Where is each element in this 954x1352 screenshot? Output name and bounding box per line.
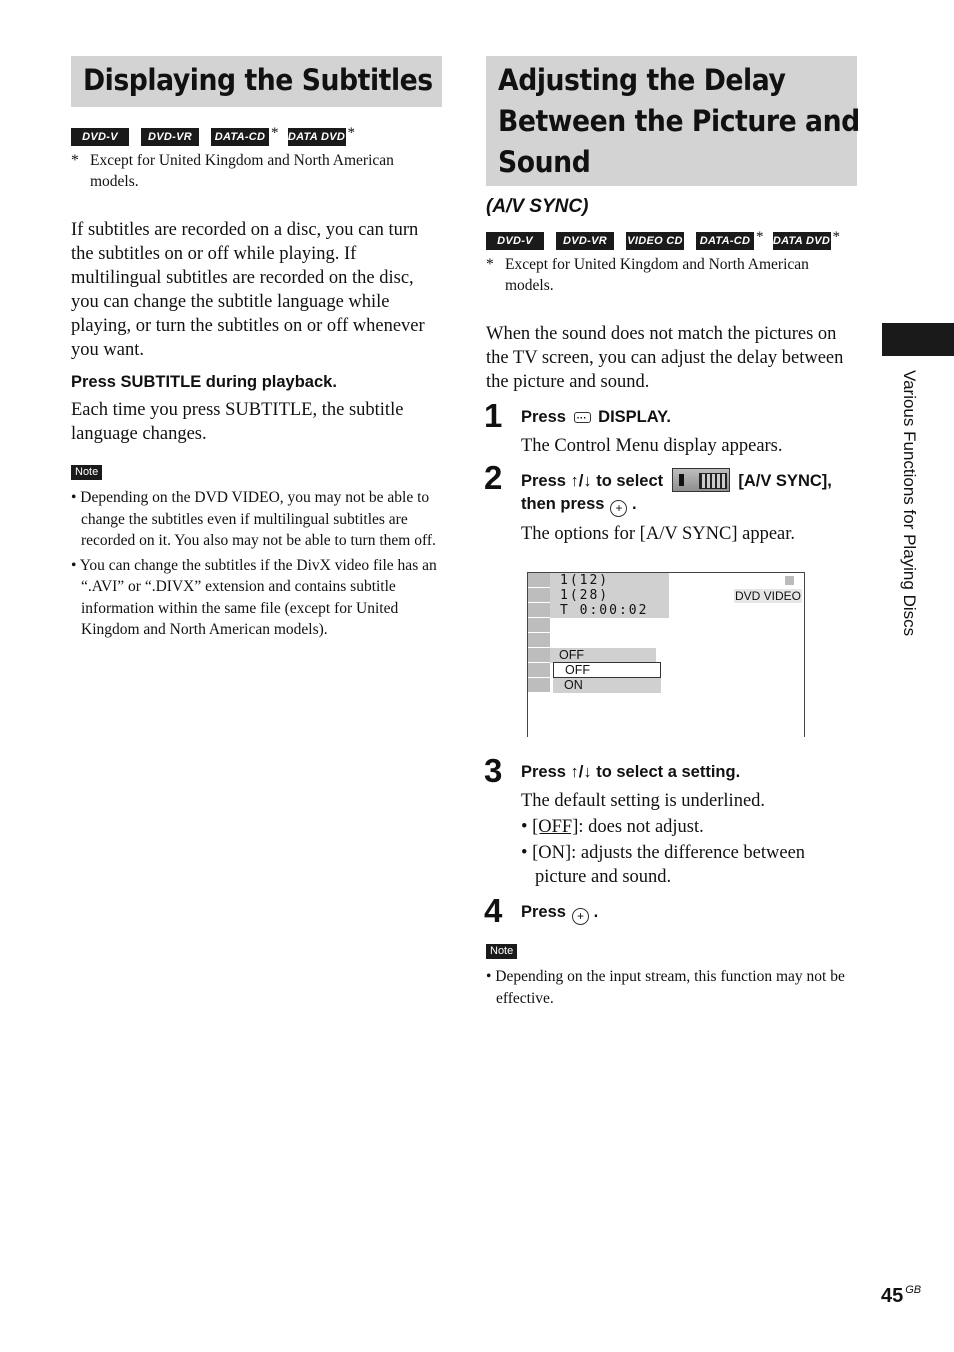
bullet: • bbox=[521, 843, 528, 863]
badge-data-dvd: DATA DVD bbox=[288, 128, 346, 146]
step-1 bbox=[484, 397, 857, 458]
note-block bbox=[486, 941, 857, 1009]
step-description: The Control Menu display appears. bbox=[521, 436, 783, 456]
chapter-number: 1(28) bbox=[560, 588, 610, 603]
asterisk: * bbox=[271, 125, 279, 141]
badge-video-cd: VIDEO CD bbox=[626, 232, 684, 250]
time-display: T 0:00:02 bbox=[560, 603, 649, 618]
note-item: • Depending on the DVD VIDEO, you may not be able to change the subtitles even if multilingual subtitles are recorded on it. You also may not be able to turn them off. bbox=[71, 489, 436, 549]
section-title-line: Between the Picture and bbox=[498, 104, 860, 138]
step-3 bbox=[484, 752, 857, 889]
title-number: 1(12) bbox=[560, 573, 610, 588]
note-block bbox=[71, 462, 442, 641]
page-number-suffix: GB bbox=[905, 1284, 922, 1296]
enter-icon: + bbox=[610, 500, 627, 517]
badge-data-dvd: DATA DVD bbox=[773, 232, 831, 250]
section-title-line: Adjusting the Delay bbox=[498, 63, 786, 97]
enter-icon: + bbox=[572, 908, 589, 925]
badge-dvd-vr: DVD-VR bbox=[141, 128, 199, 146]
option-on[interactable]: ON bbox=[553, 678, 661, 693]
setting-off bbox=[521, 815, 857, 839]
footnote-mark: * bbox=[71, 152, 79, 169]
asterisk: * bbox=[347, 125, 355, 141]
badge-dvd-v: DVD-V bbox=[486, 232, 544, 250]
step-number: 1 bbox=[484, 397, 503, 434]
setting-on bbox=[521, 841, 857, 889]
section-heading-subtitles bbox=[71, 56, 442, 107]
step-2 bbox=[484, 459, 857, 737]
right-column bbox=[484, 56, 860, 1012]
footnote-text: Except for United Kingdom and North American models. bbox=[505, 256, 809, 294]
press-description: Each time you press SUBTITLE, the subtitle language changes. bbox=[71, 400, 404, 444]
footnote bbox=[71, 150, 442, 192]
step-text: DISPLAY. bbox=[598, 408, 671, 426]
footnote bbox=[486, 254, 857, 296]
page-number bbox=[881, 1284, 921, 1308]
menu-icon-column bbox=[528, 573, 550, 693]
step-title bbox=[521, 406, 857, 429]
intro-paragraph: When the sound does not match the pictures on the TV screen, you can adjust the delay between the picture and sound. bbox=[486, 324, 844, 392]
section-heading-av-sync bbox=[486, 56, 860, 186]
badge-dvd-v: DVD-V bbox=[71, 128, 129, 146]
setting-desc: : does not adjust. bbox=[578, 817, 704, 837]
asterisk: * bbox=[832, 229, 840, 245]
status-square-icon bbox=[785, 576, 794, 585]
step-title bbox=[521, 901, 857, 925]
note-item: • You can change the subtitles if the DivX video file has an “.AVI” or “.DIVX” extension and contains subtitle information within the same file (except for United Kingdom and North American models). bbox=[71, 556, 437, 638]
badge-data-cd: DATA-CD bbox=[211, 128, 269, 146]
footnote-text: Except for United Kingdom and North American models. bbox=[90, 152, 394, 190]
chapter-label: Various Functions for Playing Discs bbox=[900, 370, 919, 637]
step-text: Press bbox=[521, 903, 566, 921]
asterisk: * bbox=[756, 229, 764, 245]
press-instruction: Press SUBTITLE during playback. bbox=[71, 373, 337, 391]
footnote-mark: * bbox=[486, 256, 494, 273]
note-list bbox=[486, 966, 857, 1009]
page-number-value: 45 bbox=[881, 1285, 904, 1307]
setting-key: [OFF] bbox=[532, 817, 579, 837]
badge-data-cd: DATA-CD bbox=[696, 232, 754, 250]
option-off[interactable]: OFF bbox=[553, 662, 661, 678]
disc-badges bbox=[71, 126, 442, 148]
current-setting: OFF bbox=[550, 648, 656, 663]
setting-key: [ON] bbox=[532, 843, 572, 863]
control-menu-screen bbox=[527, 572, 805, 737]
display-button-icon bbox=[574, 412, 591, 423]
disc-type-label: DVD VIDEO bbox=[734, 589, 801, 603]
step-text: [A/V SYNC], then press bbox=[521, 472, 832, 513]
bullet: • bbox=[521, 817, 528, 837]
step-text: Press ↑/↓ to select bbox=[521, 472, 664, 490]
step-description: The default setting is underlined. bbox=[521, 791, 766, 811]
section-title: Displaying the Subtitles bbox=[83, 63, 433, 97]
section-title-line: Sound bbox=[498, 145, 591, 179]
note-item: • Depending on the input stream, this function may not be effective. bbox=[486, 968, 845, 1007]
step-title bbox=[521, 468, 857, 517]
left-column bbox=[71, 56, 442, 644]
step-number: 4 bbox=[484, 892, 503, 929]
chapter-tab bbox=[882, 323, 954, 356]
setting-list bbox=[521, 815, 857, 889]
intro-paragraph: If subtitles are recorded on a disc, you can turn the subtitles on or off while playing. If multilingual subtitles are recorded on the disc, you can change the subtitle language while playing, or turn the subtitles on or off whenever you want. bbox=[71, 220, 425, 360]
section-subtitle: (A/V SYNC) bbox=[486, 196, 589, 217]
step-number: 2 bbox=[484, 459, 503, 496]
step-number: 3 bbox=[484, 752, 503, 789]
step-description: The options for [A/V SYNC] appear. bbox=[521, 524, 796, 544]
step-text: Press bbox=[521, 408, 566, 426]
playback-info bbox=[550, 573, 669, 618]
badge-dvd-vr: DVD-VR bbox=[556, 232, 614, 250]
setting-desc: : adjusts the difference between picture and sound. bbox=[535, 843, 806, 887]
step-title: Press ↑/↓ to select a setting. bbox=[521, 763, 741, 781]
note-label: Note bbox=[71, 465, 102, 480]
av-sync-icon bbox=[672, 468, 730, 492]
step-text: . bbox=[593, 903, 599, 921]
note-list bbox=[71, 487, 442, 641]
note-label: Note bbox=[486, 944, 517, 959]
disc-badges bbox=[486, 230, 857, 252]
step-text: . bbox=[632, 495, 637, 513]
step-4 bbox=[484, 892, 857, 929]
